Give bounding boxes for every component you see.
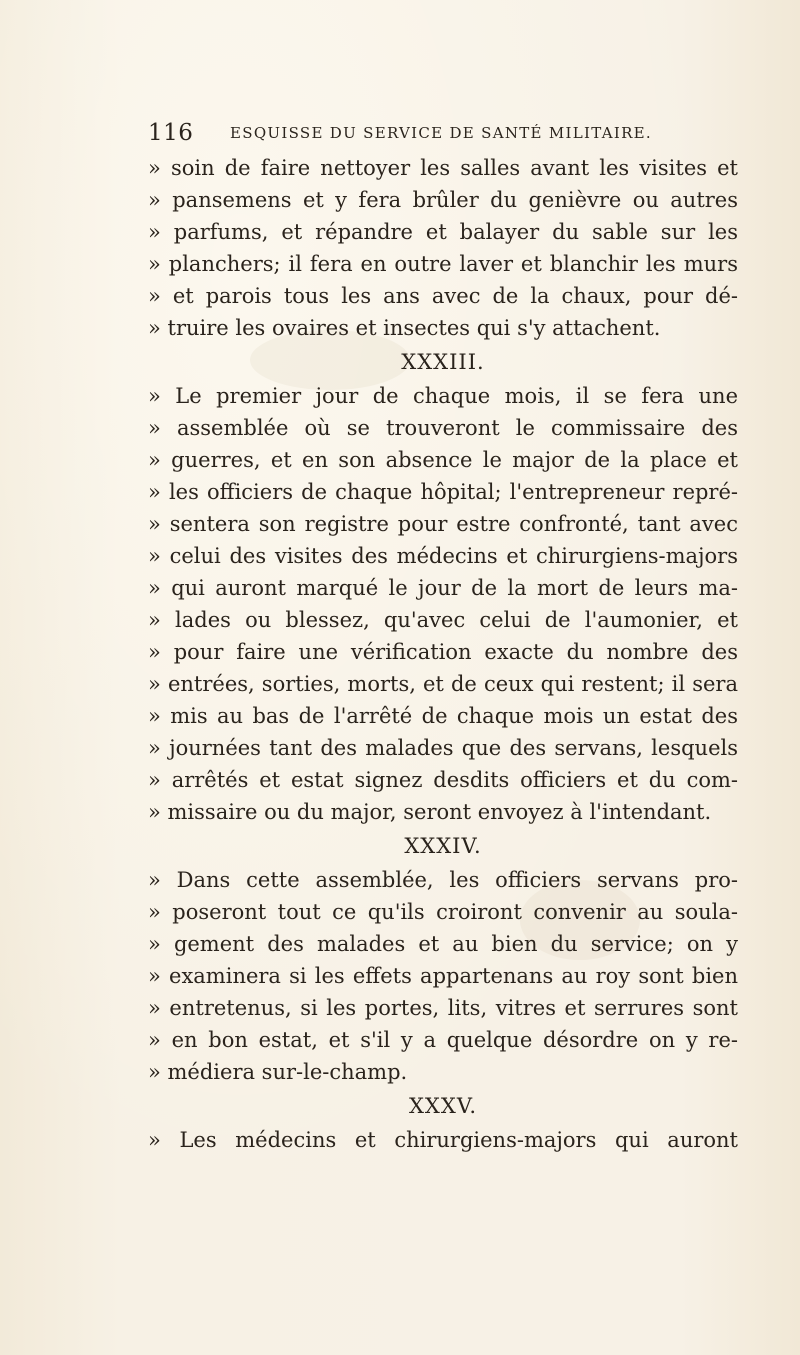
text-line: » lades ou blessez, qu'avec celui de l'aumonier, et bbox=[148, 608, 738, 632]
text-line: » pansemens et y fera brûler du genièvre ou autres bbox=[148, 188, 738, 212]
text-line: » Les médecins et chirurgiens-majors qui auront bbox=[148, 1128, 738, 1152]
text-line: » soin de faire nettoyer les salles avant les visites et bbox=[148, 156, 738, 180]
article-block bbox=[148, 344, 738, 828]
text-line: » assemblée où se trouveront le commissaire des bbox=[148, 416, 738, 440]
text-line: » entretenus, si les portes, lits, vitres et serrures sont bbox=[148, 996, 738, 1020]
text-line: » qui auront marqué le jour de la mort de leurs ma- bbox=[148, 576, 738, 600]
text-line: » truire les ovaires et insectes qui s'y attachent. bbox=[148, 316, 661, 340]
text-line: » mis au bas de l'arrêté de chaque mois un estat des bbox=[148, 704, 738, 728]
text-line: » Dans cette assemblée, les officiers servans pro- bbox=[148, 868, 738, 892]
text-line: » planchers; il fera en outre laver et blanchir les murs bbox=[148, 252, 738, 276]
text-line: » médiera sur-le-champ. bbox=[148, 1060, 408, 1084]
text-line: » gement des malades et au bien du service; on y bbox=[148, 932, 738, 956]
running-title: ESQUISSE DU SERVICE DE SANTÉ MILITAIRE. bbox=[230, 124, 652, 142]
text-line: » les officiers de chaque hôpital; l'entrepreneur repré- bbox=[148, 480, 738, 504]
article-block bbox=[148, 828, 738, 1088]
text-line: » en bon estat, et s'il y a quelque désordre on y re- bbox=[148, 1028, 738, 1052]
text-line: » sentera son registre pour estre confronté, tant avec bbox=[148, 512, 738, 536]
text-line: » entrées, sorties, morts, et de ceux qui restent; il sera bbox=[148, 672, 738, 696]
text-line: » journées tant des malades que des servans, lesquels bbox=[148, 736, 738, 760]
page-number: 116 bbox=[148, 120, 194, 146]
body-text bbox=[148, 152, 738, 1156]
text-line: » pour faire une vérification exacte du nombre des bbox=[148, 640, 738, 664]
text-line: » et parois tous les ans avec de la chaux, pour dé- bbox=[148, 284, 738, 308]
article-heading: XXXIV. bbox=[404, 834, 482, 858]
text-line: » parfums, et répandre et balayer du sable sur les bbox=[148, 220, 738, 244]
text-line: » Le premier jour de chaque mois, il se fera une bbox=[148, 384, 738, 408]
article-block bbox=[148, 152, 738, 344]
text-line: » poseront tout ce qu'ils croiront convenir au soula- bbox=[148, 900, 738, 924]
article-block bbox=[148, 1088, 738, 1156]
page-header bbox=[148, 118, 708, 150]
text-line: » missaire ou du major, seront envoyez à l'intendant. bbox=[148, 800, 712, 824]
text-line: » arrêtés et estat signez desdits officiers et du com- bbox=[148, 768, 738, 792]
text-line: » examinera si les effets appartenans au roy sont bien bbox=[148, 964, 738, 988]
text-line: » guerres, et en son absence le major de la place et bbox=[148, 448, 738, 472]
text-line: » celui des visites des médecins et chirurgiens-majors bbox=[148, 544, 738, 568]
article-heading: XXXV. bbox=[408, 1094, 478, 1118]
article-heading: XXXIII. bbox=[401, 350, 485, 374]
